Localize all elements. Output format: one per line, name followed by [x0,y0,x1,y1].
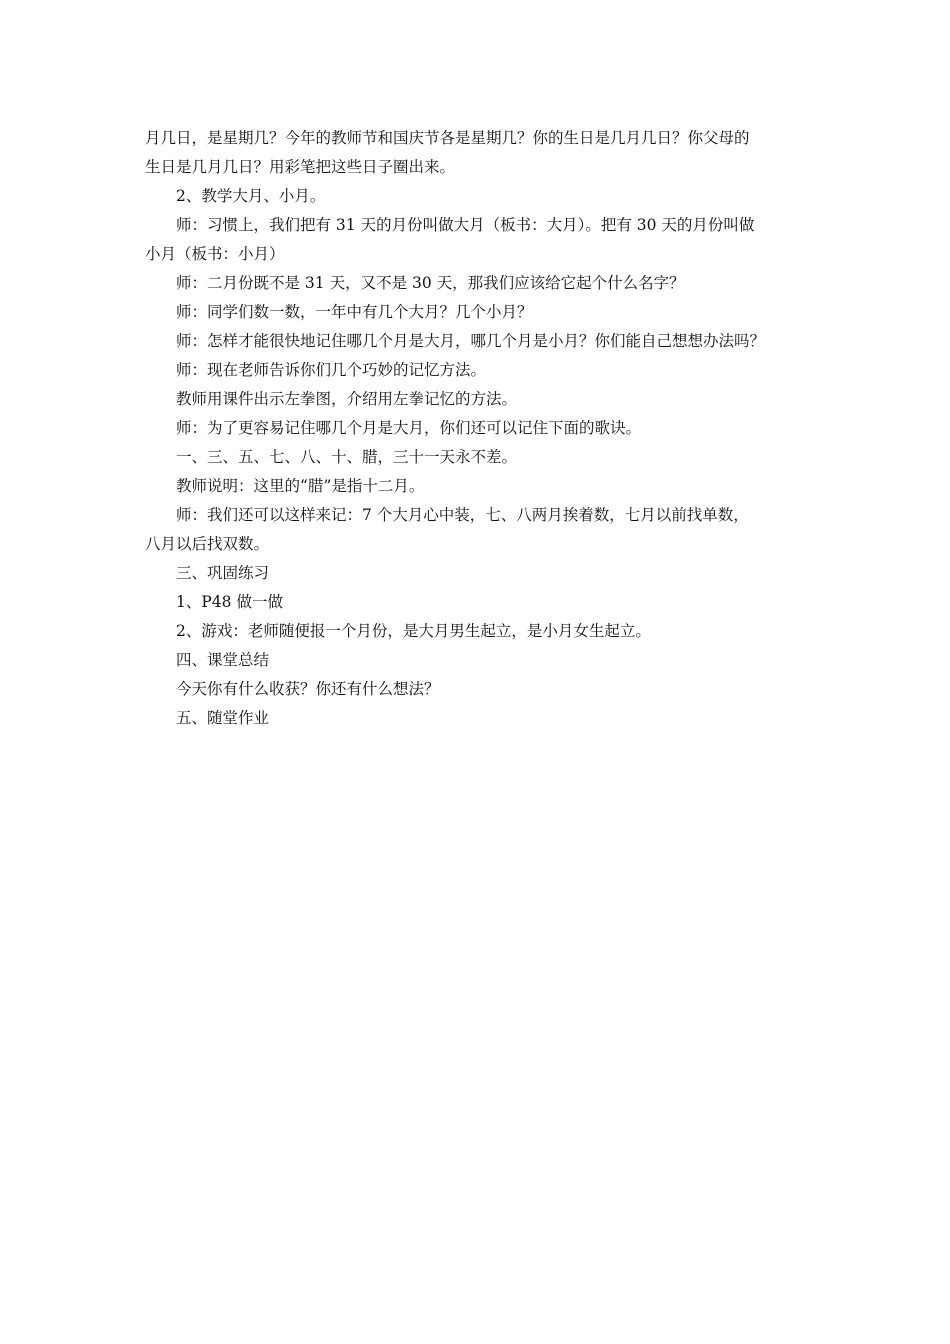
text-line: 师：怎样才能很快地记住哪几个月是大月，哪几个月是小月？你们能自己想想办法吗？ [176,332,766,350]
text-line: 小月（板书：小月） [145,245,285,263]
text-line: 今天你有什么收获？你还有什么想法？ [176,680,440,698]
section-heading-summary: 四、课堂总结 [176,651,270,669]
text-line: 月几日，是星期几？今年的教师节和国庆节各是星期几？你的生日是几月几日？你父母的 [145,129,750,147]
text-line: 生日是几月几日？用彩笔把这些日子圈出来。 [145,158,456,176]
text-line: 教师用课件出示左拳图，介绍用左拳记忆的方法。 [176,390,518,408]
text-line: 师：我们还可以这样来记：7 个大月心中装，七、八两月挨着数，七月以前找单数， [176,506,749,524]
text-line: 师：为了更容易记住哪几个月是大月，你们还可以记住下面的歌诀。 [176,419,642,437]
rhyme-line: 一、三、五、七、八、十、腊，三十一天永不差。 [176,448,518,466]
text-line: 八月以后找双数。 [145,535,270,553]
text-line: 师：二月份既不是 31 天，又不是 30 天，那我们应该给它起个什么名字？ [176,274,685,292]
list-item: 2、游戏：老师随便报一个月份，是大月男生起立，是小月女生起立。 [176,622,651,640]
text-line: 师：现在老师告诉你们几个巧妙的记忆方法。 [176,361,487,379]
list-item: 1、P48 做一做 [176,593,283,611]
document-body [145,124,805,733]
section-heading-practice: 三、巩固练习 [176,564,270,582]
text-line: 教师说明：这里的“腊”是指十二月。 [176,477,425,495]
section-heading-homework: 五、随堂作业 [176,709,270,727]
text-line: 师：同学们数一数，一年中有几个大月？几个小月？ [176,303,533,321]
section-heading-big-small-month: 2、教学大月、小月。 [176,187,326,205]
text-line: 师：习惯上，我们把有 31 天的月份叫做大月（板书：大月）。把有 30 天的月份叫做 [176,216,755,234]
